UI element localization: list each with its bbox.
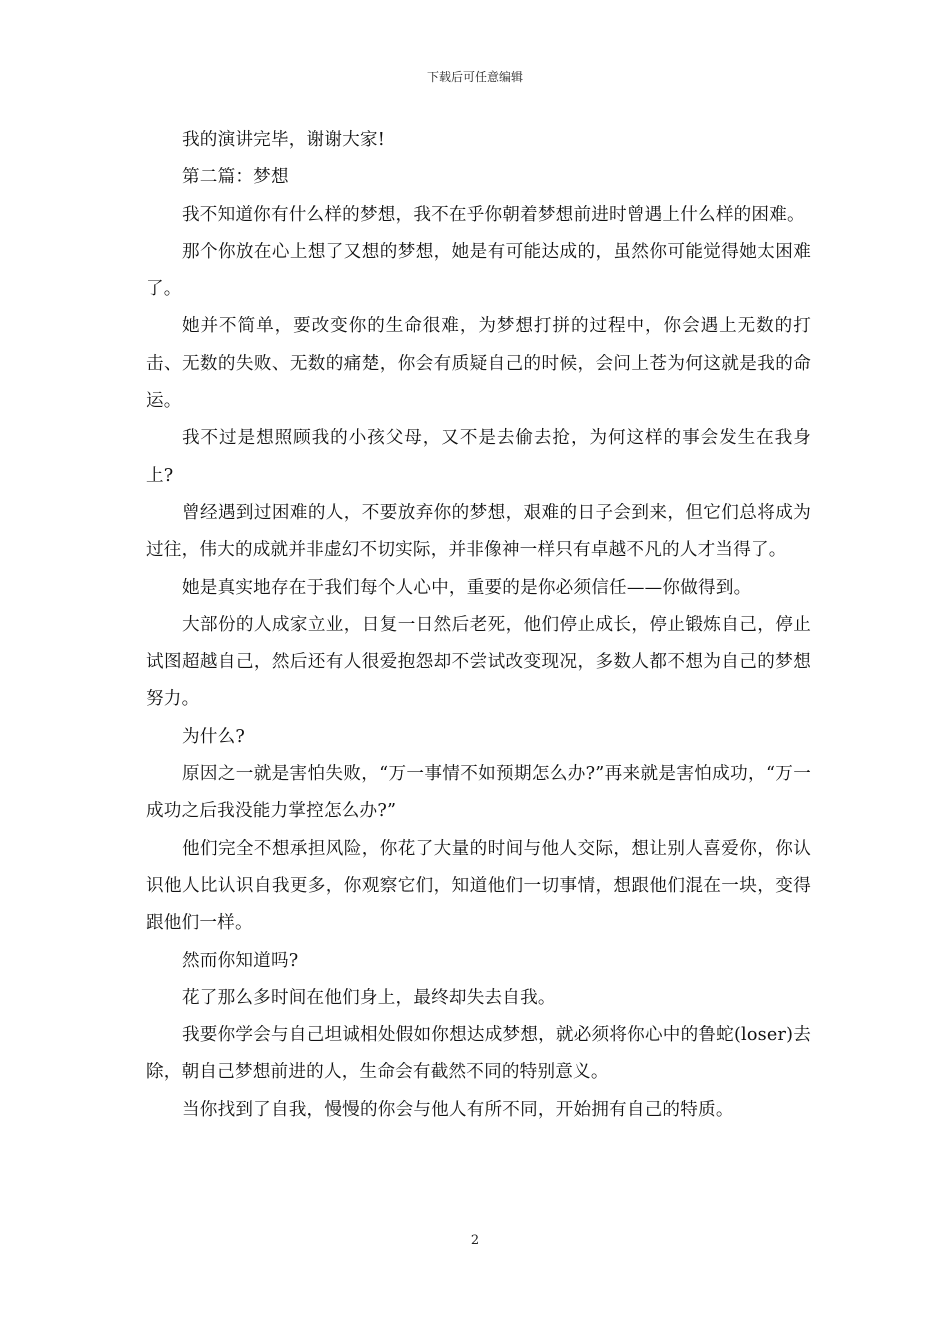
- paragraph: 我不知道你有什么样的梦想，我不在乎你朝着梦想前进时曾遇上什么样的困难。: [182, 204, 805, 225]
- page-number: 2: [470, 1233, 480, 1248]
- paragraph: 那个你放在心上想了又想的梦想，她是有可能达成的，虽然你可能觉得她太困难了。: [146, 241, 811, 300]
- document-body: [146, 122, 811, 1129]
- paragraph: 我不过是想照顾我的小孩父母，又不是去偷去抢，为何这样的事会发生在我身上?: [146, 428, 811, 486]
- paragraph: 他们完全不想承担风险，你花了大量的时间与他人交际，想让别人喜爱你，你认识他人比认识自我更多，你观察它们，知道他们一切事情，想跟他们混在一块，变得跟他们一样。: [146, 838, 811, 934]
- paragraph: 花了那么多时间在他们身上，最终却失去自我。: [182, 987, 556, 1008]
- paragraph: 原因之一就是害怕失败，“万一事情不如预期怎么办?”再来就是害怕成功，“万一成功之后我没能力掌控怎么办?”: [146, 764, 811, 822]
- paragraph: 曾经遇到过困难的人，不要放弃你的梦想，艰难的日子会到来，但它们总将成为过往，伟大的成就并非虚幻不切实际，并非像神一样只有卓越不凡的人才当得了。: [146, 502, 811, 561]
- page-header: 下载后可任意编辑: [426, 70, 523, 84]
- paragraph: 她并不简单，要改变你的生命很难，为梦想打拼的过程中，你会遇上无数的打击、无数的失败、无数的痛楚，你会有质疑自己的时候，会问上苍为何这就是我的命运。: [146, 316, 811, 412]
- paragraph: 大部份的人成家立业，日复一日然后老死，他们停止成长，停止锻炼自己，停止试图超越自己，然后还有人很爱抱怨却不尝试改变现况，多数人都不想为自己的梦想努力。: [146, 614, 811, 710]
- paragraph: 我要你学会与自己坦诚相处假如你想达成梦想，就必须将你心中的鲁蛇(loser)去除，朝自己梦想前进的人，生命会有截然不同的特别意义。: [146, 1025, 811, 1083]
- paragraph: 我的演讲完毕，谢谢大家!: [182, 130, 386, 150]
- paragraph: 然而你知道吗?: [182, 950, 299, 971]
- section-title: 第二篇：梦想: [182, 167, 289, 188]
- paragraph: 当你找到了自我，慢慢的你会与他人有所不同，开始拥有自己的特质。: [182, 1099, 734, 1120]
- paragraph: 为什么?: [182, 726, 246, 747]
- paragraph: 她是真实地存在于我们每个人心中，重要的是你必须信任——你做得到。: [182, 577, 752, 598]
